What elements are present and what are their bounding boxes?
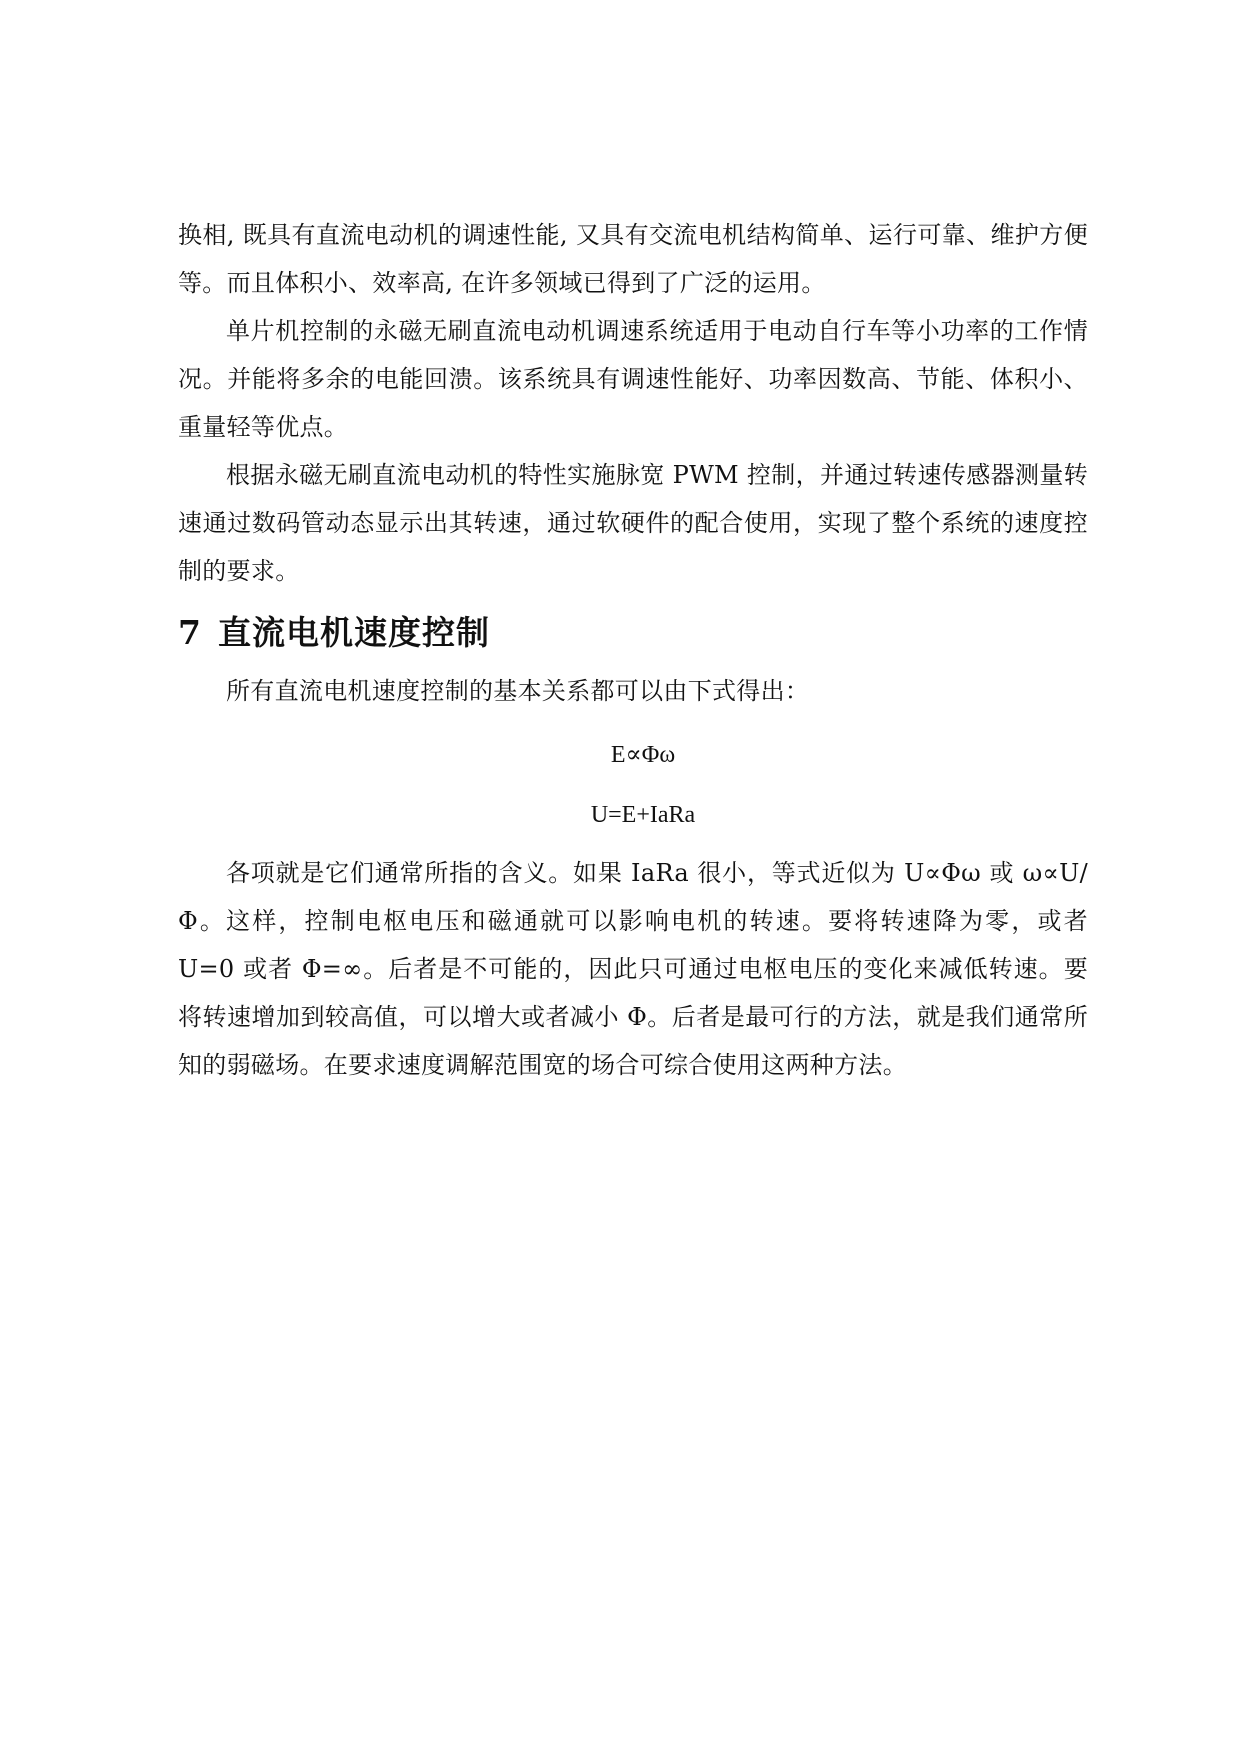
section-title: 直流电机速度控制 — [217, 613, 490, 652]
equation-voltage: U=E+IaRa — [590, 802, 696, 828]
body-paragraph: 单片机控制的永磁无刷直流电动机调速系统适用于电动自行车等小功率的工作情况。并能将多余的电能回溃。该系统具有调速性能好、功率因数高、节能、体积小、重量轻等优点。 — [178, 317, 1088, 441]
equation-emf: E∝Φω — [610, 742, 676, 768]
section-intro-paragraph: 所有直流电机速度控制的基本关系都可以由下式得出： — [226, 677, 810, 705]
section-number: 7 — [178, 613, 202, 652]
explanation-paragraph: 各项就是它们通常所指的含义。如果 IaRa 很小，等式近似为 U∝Φω 或 ω∝U/Φ。这样，控制电枢电压和磁通就可以影响电机的转速。要将转速降为零，或者 U=0 或者 Φ=∞。后者是不可能的，因此只可通过电枢电压的变化来减低转速。要将转速增加到较高值，可以增大或者减小 Φ。后者是最可行的方法，就是我们通常所知的弱磁场。在要求速度调解范围宽的场合可综合使用这两种方法。 — [178, 859, 1088, 1079]
continued-paragraph: 换相, 既具有直流电动机的调速性能, 又具有交流电机结构简单、运行可靠、维护方便等。而且体积小、效率高, 在许多领域已得到了广泛的运用。 — [178, 221, 1088, 297]
section-heading — [178, 603, 1088, 663]
page-content — [178, 211, 1088, 1089]
body-paragraph: 根据永磁无刷直流电动机的特性实施脉宽 PWM 控制，并通过转速传感器测量转速通过数码管动态显示出其转速，通过软硬件的配合使用，实现了整个系统的速度控制的要求。 — [178, 461, 1088, 585]
